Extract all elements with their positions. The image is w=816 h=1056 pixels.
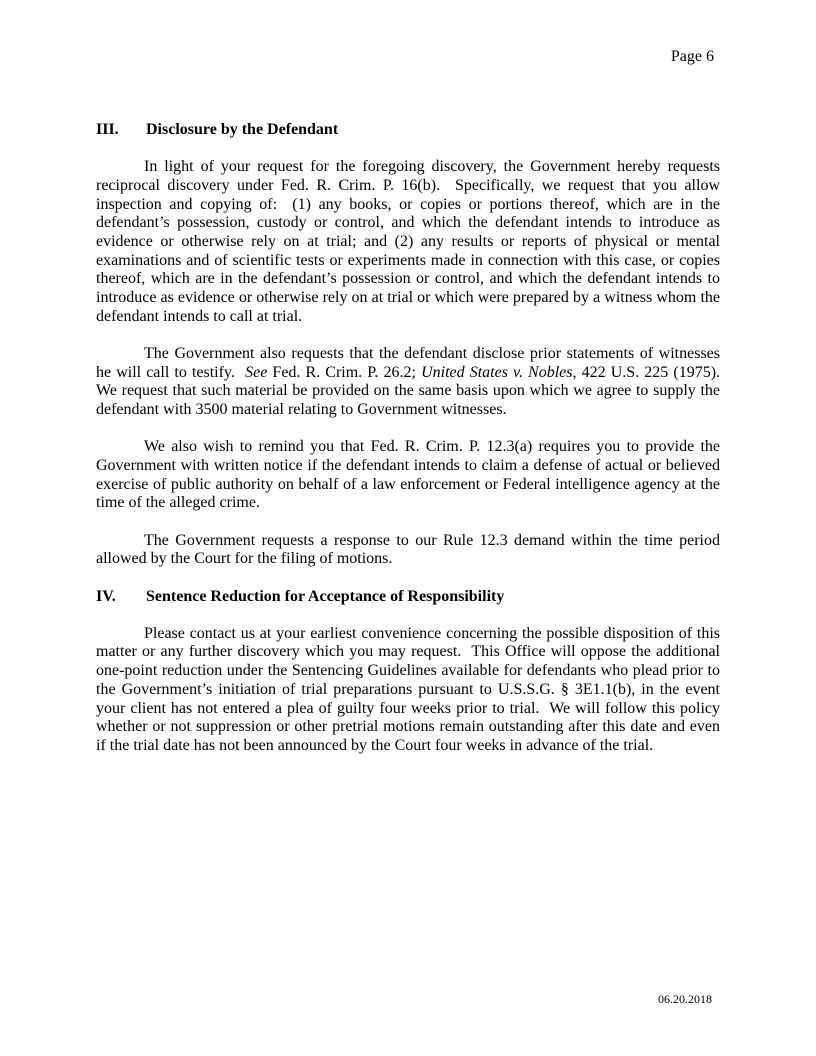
- text-run: Please contact us at your earliest convenience concerning the possible disposition of this matter or any further discovery which you may request. This Office will oppose the additional one-point reduction under the Sentencing Guidelines available for defendants who plead prior to the Government’s initiation of trial preparations pursuant to U.S.S.G. § 3E1.1(b), in the event your client has not entered a plea of guilty four weeks prior to trial. We will follow this policy whether or not suppression or other pretrial motions remain outstanding after this date and even if the trial date has not been announced by the Court four weeks in advance of the trial.: [96, 624, 724, 754]
- paragraph: [96, 531, 724, 569]
- text-run: The Government also requests that the defendant disclose prior statements of witnesses he will call to testify.: [96, 345, 724, 381]
- page-number: Page 6: [670, 48, 714, 65]
- text-run: In light of your request for the foregoing discovery, the Government hereby requests reciprocal discovery under Fed. R. Crim. P. 16(b). Specifically, we request that you allow inspection and copying of: (1) any books, or copies or portions thereof, which are in the defendant’s possession, custody or control, and which the defendant intends to introduce as evidence or otherwise rely on at trial; and (2) any results or reports of physical or mental examinations and of scientific tests or experiments made in connection with this case, or copies thereof, which are in the defendant’s possession or control, and which the defendant intends to introduce as evidence or otherwise rely on at trial or which were prepared by a witness whom the defendant intends to call at trial.: [96, 158, 724, 325]
- paragraph: [96, 438, 724, 513]
- text-run: We also wish to remind you that Fed. R. Crim. P. 12.3(a) requires you to provide the Government with written notice if the defendant intends to claim a defense of actual or believed exercise of public authority on behalf of a law enforcement or Federal intelligence agency at the time of the alleged crime.: [96, 438, 724, 512]
- paragraph: [96, 345, 729, 420]
- section-heading: [96, 121, 720, 140]
- italic-citation-run: United States v. Nobles: [421, 363, 573, 381]
- paragraph: [96, 158, 724, 326]
- section-number: III.: [96, 121, 119, 138]
- text-run: Fed. R. Crim. P. 26.2;: [267, 363, 422, 381]
- section-title: Sentence Reduction for Acceptance of Responsibility: [146, 587, 505, 605]
- section-heading: [96, 588, 720, 607]
- paragraph: [96, 624, 724, 756]
- footer-date: 06.20.2018: [658, 992, 712, 1006]
- document-body: [96, 121, 729, 774]
- section-title: Disclosure by the Defendant: [146, 121, 339, 138]
- section-number: IV.: [96, 587, 116, 605]
- text-run: The Government requests a response to our Rule 12.3 demand within the time period allowed by the Court for the filing of motions.: [96, 531, 724, 568]
- text-run: , 422 U.S. 225 (1975). We request that such material be provided on the same basis upon which we agree to supply the defendant with 3500 material relating to Government witnesses.: [96, 363, 729, 419]
- italic-citation-run: See: [245, 363, 268, 381]
